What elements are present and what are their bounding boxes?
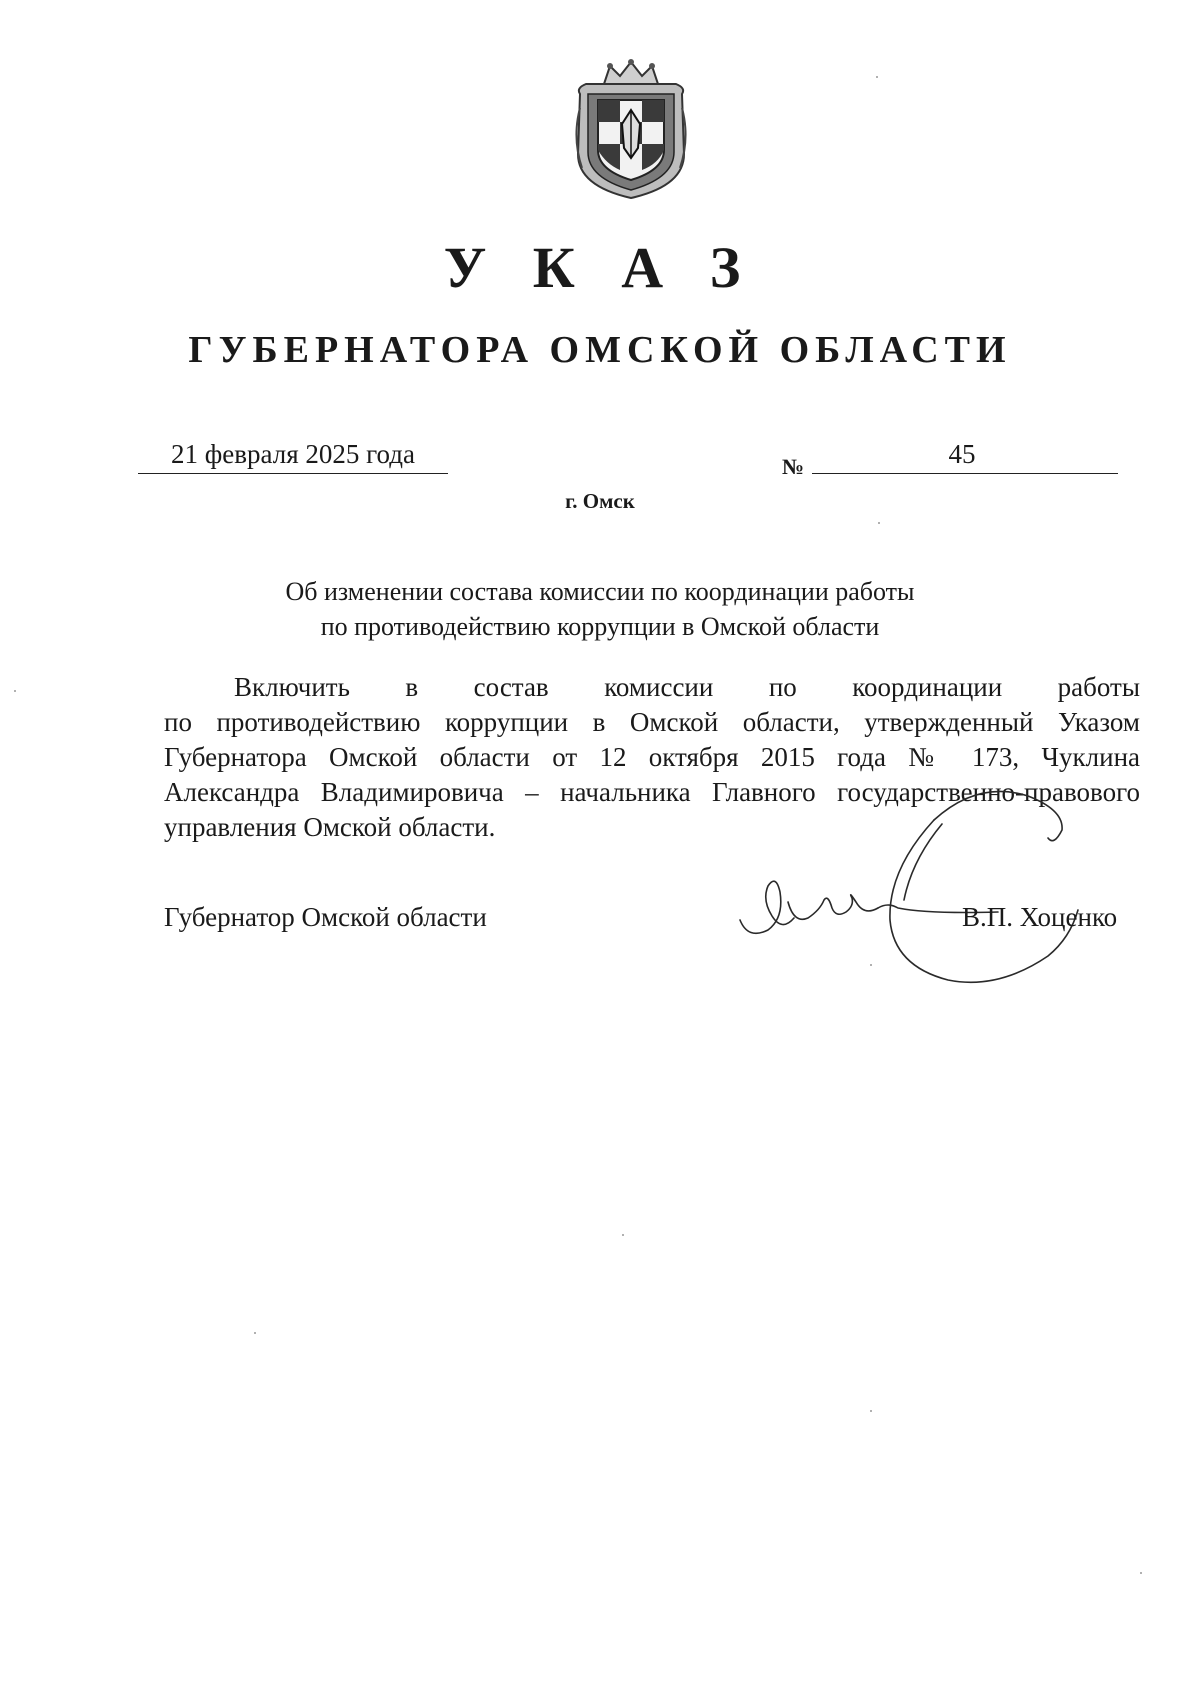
scan-speck <box>870 1410 872 1412</box>
body-line: по противодействию коррупции в Омской области, утвержденный Указом <box>164 707 1140 737</box>
scan-speck <box>14 690 16 692</box>
scan-speck <box>876 76 878 78</box>
signatory-name: В.П. Хоценко <box>962 902 1118 932</box>
body-line: управления Омской области. <box>164 812 496 842</box>
scan-speck <box>878 522 880 524</box>
heading-line: Об изменении состава комиссии по координации работы <box>285 577 915 606</box>
omsk-coat-of-arms-icon <box>566 58 696 200</box>
scan-speck <box>622 1234 624 1236</box>
date-underline <box>138 473 448 474</box>
number-underline <box>812 473 1118 474</box>
heading-line: по противодействию коррупции в Омской области <box>320 612 880 641</box>
body-line: Включить в состав комиссии по координации работы <box>234 672 1140 702</box>
body-line: Губернатора Омской области от 12 октября 2015 года № 173, Чуклина <box>164 742 1140 772</box>
scan-speck <box>254 1332 256 1334</box>
signatory-position: Губернатор Омской области <box>164 902 487 932</box>
document-number: 45 <box>948 439 976 469</box>
scan-speck <box>870 964 872 966</box>
document-city: г. Омск <box>565 489 635 513</box>
document-subtitle: ГУБЕРНАТОРА ОМСКОЙ ОБЛАСТИ <box>188 329 1012 371</box>
document-title: У К А З <box>443 235 757 300</box>
document-heading <box>0 574 1200 644</box>
scan-speck <box>1140 1572 1142 1574</box>
number-sign: № <box>782 454 805 479</box>
body-line: Александра Владимировича – начальника Главного государственно-правового <box>164 777 1140 807</box>
document-date: 21 февраля 2025 года <box>171 439 415 469</box>
